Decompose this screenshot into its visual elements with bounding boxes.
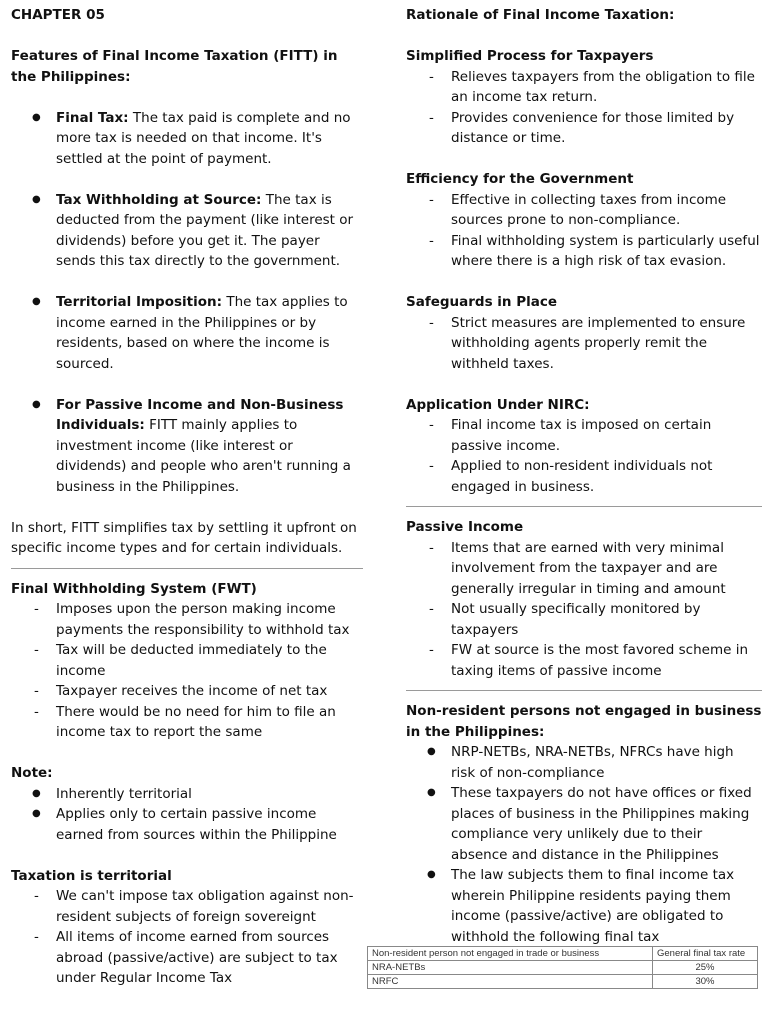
list-item: ● NRP-NETBs, NRA-NETBs, NFRCs have high risk of non-compliance xyxy=(451,742,762,783)
nonresident-heading: Non-resident persons not engaged in business in the Philippines: xyxy=(406,703,762,740)
list-item: - Applied to non-resident individuals not engaged in business. xyxy=(451,456,762,497)
list-item: - FW at source is the most favored scheme in taxing items of passive income xyxy=(451,640,762,681)
list-item: - There would be no need for him to file an income tax to report the same xyxy=(56,702,363,743)
list-item: ● These taxpayers do not have offices or fixed places of business in the Philippines making compliance very unlikely due to their absence and distance in the Philippines xyxy=(451,783,762,865)
table-cell: NRA-NETBs xyxy=(368,961,653,975)
divider xyxy=(406,690,762,691)
table-header: Non-resident person not engaged in trade or business xyxy=(368,947,653,961)
table-header: General final tax rate xyxy=(653,947,758,961)
chapter-title: CHAPTER 05 xyxy=(11,7,105,23)
passive-heading: Passive Income xyxy=(406,519,524,535)
nirc-heading: Application Under NIRC: xyxy=(406,396,590,413)
list-item: - Items that are earned with very minimal involvement from the taxpayer and are generally irregular in timing and amount xyxy=(451,538,762,600)
list-item: - We can't impose tax obligation against non-resident subjects of foreign sovereignt xyxy=(56,886,363,927)
list-item: ● Inherently territorial xyxy=(56,784,363,805)
safeguards-list xyxy=(406,313,762,375)
efficiency-list xyxy=(406,190,762,272)
table-header-row xyxy=(368,947,758,961)
table-cell: NRFC xyxy=(368,975,653,989)
feature-item: ● Final Tax: The tax paid is complete and no more tax is needed on that income. It's settled at the point of payment. xyxy=(56,108,363,170)
simplified-heading: Simplified Process for Taxpayers xyxy=(406,48,654,64)
list-item: - Strict measures are implemented to ensure withholding agents properly remit the withheld taxes. xyxy=(451,313,762,375)
list-item: ● Applies only to certain passive income earned from sources within the Philippine xyxy=(56,804,363,845)
fws-list xyxy=(11,599,363,743)
feature-item: ● For Passive Income and Non-Business Individuals: FITT mainly applies to investment income (like interest or dividends) and people who aren't running a business in the Philippines. xyxy=(56,395,363,498)
list-item: - Provides convenience for those limited by distance or time. xyxy=(451,108,762,149)
list-item: - Relieves taxpayers from the obligation to file an income tax return. xyxy=(451,67,762,108)
table-cell: 25% xyxy=(653,961,758,975)
table-cell: 30% xyxy=(653,975,758,989)
left-column xyxy=(11,5,363,989)
list-item: - Imposes upon the person making income payments the responsibility to withhold tax xyxy=(56,599,363,640)
divider xyxy=(406,506,762,507)
note-heading: Note: xyxy=(11,765,53,781)
territorial-list xyxy=(11,886,363,989)
list-item: - Final income tax is imposed on certain passive income. xyxy=(451,415,762,456)
rationale-heading: Rationale of Final Income Taxation: xyxy=(406,7,675,23)
territorial-heading: Taxation is territorial xyxy=(11,867,172,884)
list-item: - Tax will be deducted immediately to the income xyxy=(56,640,363,681)
feature-item: ● Tax Withholding at Source: The tax is deducted from the payment (like interest or dividends) before you get it. The payer sends this tax directly to the government. xyxy=(56,190,363,272)
safeguards-heading: Safeguards in Place xyxy=(406,294,558,310)
note-list xyxy=(11,784,363,846)
table-row xyxy=(368,961,758,975)
list-item: - Final withholding system is particularly useful where there is a high risk of tax evasion. xyxy=(451,231,762,272)
features-list xyxy=(11,108,363,498)
list-item: - Taxpayer receives the income of net tax xyxy=(56,681,363,702)
list-item: - Not usually specifically monitored by taxpayers xyxy=(451,599,762,640)
list-item: ● The law subjects them to final income tax wherein Philippine residents paying them income (passive/active) are obligated to withhold the following final tax xyxy=(451,865,762,947)
nonresident-list xyxy=(406,742,762,947)
features-heading: Features of Final Income Taxation (FITT) in the Philippines: xyxy=(11,48,338,85)
simplified-list xyxy=(406,67,762,149)
divider xyxy=(11,568,363,569)
table-row xyxy=(368,975,758,989)
final-tax-table xyxy=(367,946,758,989)
feature-item: ● Territorial Imposition: The tax applies to income earned in the Philippines or by residents, based on where the income is sourced. xyxy=(56,292,363,374)
fws-heading: Final Withholding System (FWT) xyxy=(11,580,257,597)
list-item: - Effective in collecting taxes from income sources prone to non-compliance. xyxy=(451,190,762,231)
list-item: - All items of income earned from sources abroad (passive/active) are subject to tax under Regular Income Tax xyxy=(56,927,363,989)
summary-text: In short, FITT simplifies tax by settling it upfront on specific income types and for certain individuals. xyxy=(11,519,357,556)
right-column xyxy=(406,5,762,947)
passive-list xyxy=(406,538,762,682)
efficiency-heading: Efficiency for the Government xyxy=(406,171,634,187)
nirc-list xyxy=(406,415,762,497)
